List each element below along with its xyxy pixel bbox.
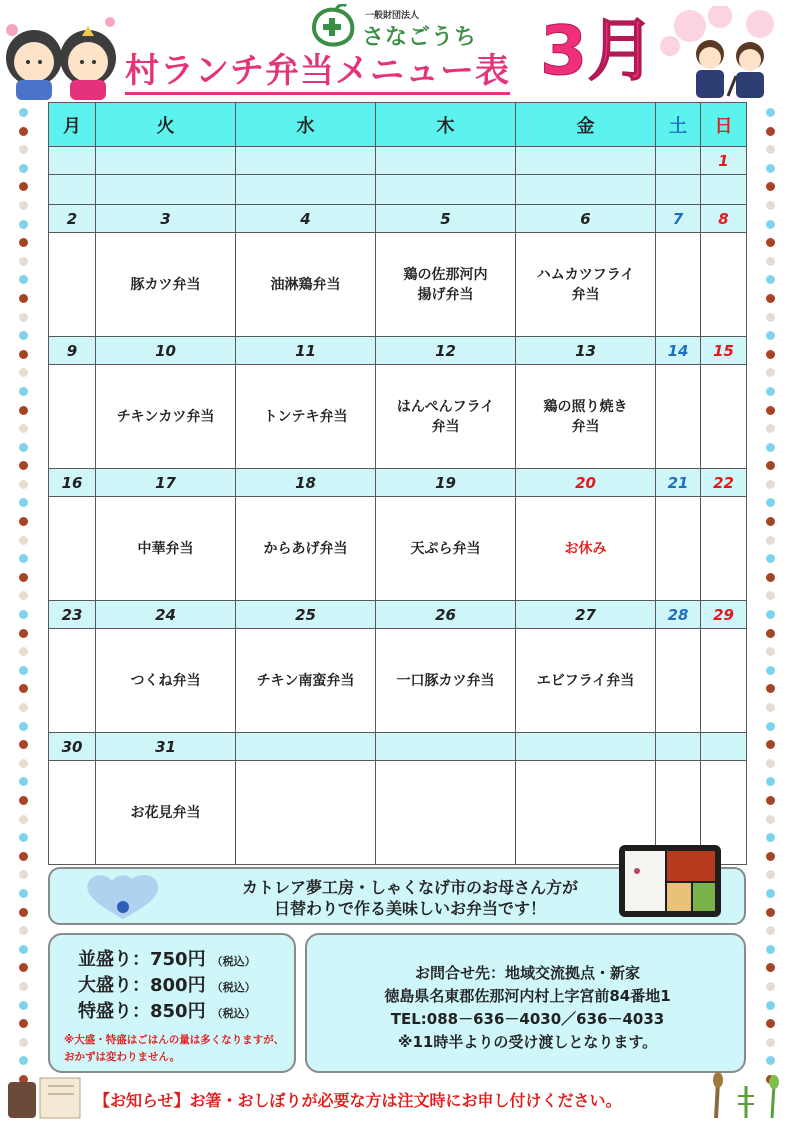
weekday-sun: 日 — [701, 103, 747, 147]
menu-cell: つくね弁当 — [96, 629, 236, 733]
right-dot-border — [764, 108, 776, 1093]
menu-row — [49, 233, 747, 337]
border-dot — [766, 908, 775, 917]
border-dot — [19, 480, 28, 489]
border-dot — [19, 145, 28, 154]
date-cell: 21 — [656, 469, 701, 497]
menu-cell — [376, 175, 516, 205]
border-dot — [766, 591, 775, 600]
border-dot — [19, 759, 28, 768]
border-dot — [766, 889, 775, 898]
border-dot — [766, 963, 775, 972]
menu-cell: お花見弁当 — [96, 761, 236, 865]
border-dot — [19, 684, 28, 693]
border-dot — [766, 331, 775, 340]
date-cell: 7 — [656, 205, 701, 233]
price-size: 大盛り — [78, 975, 132, 996]
border-dot — [19, 1001, 28, 1010]
border-dot — [19, 870, 28, 879]
border-dot — [19, 629, 28, 638]
border-dot — [19, 164, 28, 173]
date-cell: 18 — [236, 469, 376, 497]
horsetail-plants-illustration — [702, 1072, 788, 1120]
border-dot — [766, 257, 775, 266]
border-dot — [19, 461, 28, 470]
border-dot — [19, 722, 28, 731]
menu-cell — [49, 233, 96, 337]
border-dot — [766, 220, 775, 229]
price-note: ※大盛・特盛はごはんの量は多くなりますが、おかずは変わりません。 — [64, 1034, 285, 1063]
border-dot — [19, 852, 28, 861]
border-dot — [766, 777, 775, 786]
border-dot — [766, 684, 775, 693]
heart-white-day-illustration — [78, 871, 168, 923]
border-dot — [766, 1038, 775, 1047]
menu-cell — [656, 497, 701, 601]
date-cell: 5 — [376, 205, 516, 233]
date-cell: 3 — [96, 205, 236, 233]
catch-line-2: 日替わりで作る美味しいお弁当です！ — [273, 899, 546, 918]
border-dot — [19, 313, 28, 322]
border-dot — [19, 889, 28, 898]
border-dot — [19, 833, 28, 842]
border-dot — [19, 703, 28, 712]
border-dot — [19, 554, 28, 563]
border-dot — [766, 443, 775, 452]
menu-cell — [376, 761, 516, 865]
menu-cell — [656, 365, 701, 469]
menu-cell: 一口豚カツ弁当 — [376, 629, 516, 733]
border-dot — [19, 257, 28, 266]
date-cell — [701, 733, 747, 761]
border-dot — [766, 610, 775, 619]
border-dot — [766, 536, 775, 545]
date-cell: 9 — [49, 337, 96, 365]
border-dot — [19, 350, 28, 359]
border-dot — [19, 945, 28, 954]
menu-cell — [701, 365, 747, 469]
border-dot — [766, 127, 775, 136]
menu-cell — [49, 365, 96, 469]
menu-cell — [701, 629, 747, 733]
catch-line-1: カトレア夢工房・しゃくなげ市のお母さん方が — [241, 878, 578, 897]
date-cell: 13 — [516, 337, 656, 365]
left-dot-border — [17, 108, 29, 1093]
weekday-fri: 金 — [516, 103, 656, 147]
blank-row — [49, 175, 747, 205]
price-size: 特盛り — [78, 1001, 132, 1022]
border-dot — [766, 406, 775, 415]
book-illustration — [4, 1076, 84, 1120]
menu-cell — [656, 233, 701, 337]
hina-dolls-illustration — [2, 8, 120, 100]
border-dot — [766, 498, 775, 507]
menu-cell: からあげ弁当 — [236, 497, 376, 601]
border-dot — [766, 275, 775, 284]
border-dot — [19, 127, 28, 136]
border-dot — [19, 926, 28, 935]
border-dot — [766, 238, 775, 247]
date-cell: 25 — [236, 601, 376, 629]
date-cell: 27 — [516, 601, 656, 629]
organization-logo-icon — [308, 4, 358, 48]
menu-cell: 鶏の佐那河内 揚げ弁当 — [376, 233, 516, 337]
menu-cell: チキンカツ弁当 — [96, 365, 236, 469]
border-dot — [766, 852, 775, 861]
contact-pickup-note: ※11時半よりの受け渡しとなります。 — [397, 1033, 658, 1051]
date-cell: 19 — [376, 469, 516, 497]
weekday-mon: 月 — [49, 103, 96, 147]
date-cell: 30 — [49, 733, 96, 761]
border-dot — [19, 963, 28, 972]
menu-cell — [656, 175, 701, 205]
border-dot — [19, 591, 28, 600]
border-dot — [19, 368, 28, 377]
border-dot — [19, 220, 28, 229]
menu-cell — [701, 497, 747, 601]
menu-row — [49, 365, 747, 469]
menu-cell: 中華弁当 — [96, 497, 236, 601]
border-dot — [766, 1001, 775, 1010]
border-dot — [766, 387, 775, 396]
border-dot — [19, 275, 28, 284]
border-dot — [19, 982, 28, 991]
menu-cell — [701, 175, 747, 205]
date-cell — [516, 147, 656, 175]
date-cell — [656, 733, 701, 761]
date-row — [49, 469, 747, 497]
header — [0, 0, 794, 100]
border-dot — [766, 759, 775, 768]
border-dot — [766, 703, 775, 712]
border-dot — [19, 406, 28, 415]
border-dot — [19, 1056, 28, 1065]
border-dot — [19, 108, 28, 117]
price-box — [48, 933, 296, 1073]
border-dot — [19, 666, 28, 675]
border-dot — [766, 926, 775, 935]
date-cell — [49, 147, 96, 175]
border-dot — [766, 145, 775, 154]
border-dot — [766, 461, 775, 470]
date-cell — [236, 147, 376, 175]
border-dot — [766, 722, 775, 731]
date-cell: 14 — [656, 337, 701, 365]
contact-address: 徳島県名東郡佐那河内村上字宮前84番地1 — [384, 987, 671, 1005]
date-cell — [96, 147, 236, 175]
border-dot — [766, 796, 775, 805]
date-row — [49, 147, 747, 175]
border-dot — [766, 945, 775, 954]
border-dot — [19, 387, 28, 396]
border-dot — [19, 238, 28, 247]
menu-cell: 豚カツ弁当 — [96, 233, 236, 337]
weekday-header-row — [49, 103, 747, 147]
date-cell: 23 — [49, 601, 96, 629]
date-cell: 17 — [96, 469, 236, 497]
border-dot — [19, 647, 28, 656]
price-amount: 750円 — [150, 949, 206, 970]
border-dot — [766, 554, 775, 563]
price-tax: （税込） — [211, 981, 256, 994]
date-cell: 15 — [701, 337, 747, 365]
date-cell: 12 — [376, 337, 516, 365]
menu-cell: ハムカツフライ 弁当 — [516, 233, 656, 337]
border-dot — [766, 740, 775, 749]
price-tax: （税込） — [211, 955, 256, 968]
date-cell — [516, 733, 656, 761]
date-cell: 1 — [701, 147, 747, 175]
border-dot — [766, 182, 775, 191]
bento-photo — [617, 841, 723, 919]
border-dot — [19, 777, 28, 786]
border-dot — [766, 666, 775, 675]
border-dot — [766, 1056, 775, 1065]
date-cell — [236, 733, 376, 761]
date-row — [49, 733, 747, 761]
org-name: さなごうち — [362, 25, 478, 50]
border-dot — [766, 108, 775, 117]
menu-cell — [96, 175, 236, 205]
menu-calendar — [48, 102, 747, 865]
menu-cell — [49, 175, 96, 205]
border-dot — [766, 368, 775, 377]
border-dot — [766, 870, 775, 879]
border-dot — [19, 908, 28, 917]
school-kids-illustration — [650, 6, 785, 98]
menu-row — [49, 497, 747, 601]
weekday-thu: 木 — [376, 103, 516, 147]
border-dot — [766, 517, 775, 526]
date-cell — [656, 147, 701, 175]
contact-phone: TEL:088－636－4030／636－4033 — [390, 1010, 665, 1028]
border-dot — [19, 331, 28, 340]
weekday-sat: 土 — [656, 103, 701, 147]
date-cell — [376, 147, 516, 175]
menu-cell — [516, 175, 656, 205]
date-cell: 16 — [49, 469, 96, 497]
menu-cell — [701, 233, 747, 337]
menu-cell — [236, 175, 376, 205]
border-dot — [766, 573, 775, 582]
price-row-large: 大盛り：800円 （税込） — [78, 975, 256, 996]
border-dot — [766, 294, 775, 303]
border-dot — [19, 443, 28, 452]
date-cell: 28 — [656, 601, 701, 629]
border-dot — [19, 1019, 28, 1028]
border-dot — [766, 164, 775, 173]
weekday-wed: 水 — [236, 103, 376, 147]
border-dot — [766, 350, 775, 359]
date-row — [49, 205, 747, 233]
date-cell: 31 — [96, 733, 236, 761]
border-dot — [19, 815, 28, 824]
price-amount: 800円 — [150, 975, 206, 996]
menu-cell — [49, 497, 96, 601]
border-dot — [19, 294, 28, 303]
border-dot — [766, 480, 775, 489]
border-dot — [766, 201, 775, 210]
contact-line-1: お問合せ先：地域交流拠点・新家 — [414, 964, 640, 982]
border-dot — [766, 313, 775, 322]
menu-cell: エビフライ弁当 — [516, 629, 656, 733]
border-dot — [19, 182, 28, 191]
border-dot — [766, 1019, 775, 1028]
border-dot — [19, 536, 28, 545]
menu-cell: 天ぷら弁当 — [376, 497, 516, 601]
border-dot — [19, 610, 28, 619]
price-amount: 850円 — [150, 1001, 206, 1022]
border-dot — [19, 498, 28, 507]
price-tax: （税込） — [211, 1007, 256, 1020]
page-title: 村ランチ弁当メニュー表 — [125, 50, 510, 95]
date-cell: 26 — [376, 601, 516, 629]
border-dot — [766, 424, 775, 433]
border-dot — [766, 647, 775, 656]
date-cell: 20 — [516, 469, 656, 497]
border-dot — [19, 740, 28, 749]
weekday-tue: 火 — [96, 103, 236, 147]
org-prefix: 一般財団法人 — [365, 11, 420, 21]
date-cell — [376, 733, 516, 761]
date-cell: 22 — [701, 469, 747, 497]
notice-text: 【お知らせ】お箸・おしぼりが必要な方は注文時にお申し付けください。 — [94, 1091, 622, 1110]
border-dot — [19, 1038, 28, 1047]
border-dot — [19, 796, 28, 805]
price-row-regular: 並盛り：750円 （税込） — [78, 949, 256, 970]
menu-cell — [236, 761, 376, 865]
menu-cell: 油淋鶏弁当 — [236, 233, 376, 337]
date-cell: 6 — [516, 205, 656, 233]
date-cell: 24 — [96, 601, 236, 629]
border-dot — [19, 573, 28, 582]
border-dot — [766, 982, 775, 991]
menu-cell — [49, 629, 96, 733]
menu-cell — [656, 629, 701, 733]
date-cell: 8 — [701, 205, 747, 233]
border-dot — [766, 833, 775, 842]
border-dot — [19, 201, 28, 210]
date-cell: 4 — [236, 205, 376, 233]
price-size: 並盛り — [78, 949, 132, 970]
border-dot — [19, 517, 28, 526]
menu-cell — [49, 761, 96, 865]
menu-cell: お休み — [516, 497, 656, 601]
menu-cell: トンテキ弁当 — [236, 365, 376, 469]
border-dot — [766, 815, 775, 824]
date-cell: 10 — [96, 337, 236, 365]
date-cell: 2 — [49, 205, 96, 233]
border-dot — [766, 629, 775, 638]
menu-cell: チキン南蛮弁当 — [236, 629, 376, 733]
border-dot — [19, 424, 28, 433]
date-cell: 11 — [236, 337, 376, 365]
menu-row — [49, 629, 747, 733]
price-row-extra-large: 特盛り：850円 （税込） — [78, 1001, 256, 1022]
contact-box — [305, 933, 746, 1073]
date-row — [49, 601, 747, 629]
date-row — [49, 337, 747, 365]
menu-cell: はんぺんフライ 弁当 — [376, 365, 516, 469]
date-cell: 29 — [701, 601, 747, 629]
menu-cell: 鶏の照り焼き 弁当 — [516, 365, 656, 469]
month-label: 3月 — [540, 12, 656, 91]
